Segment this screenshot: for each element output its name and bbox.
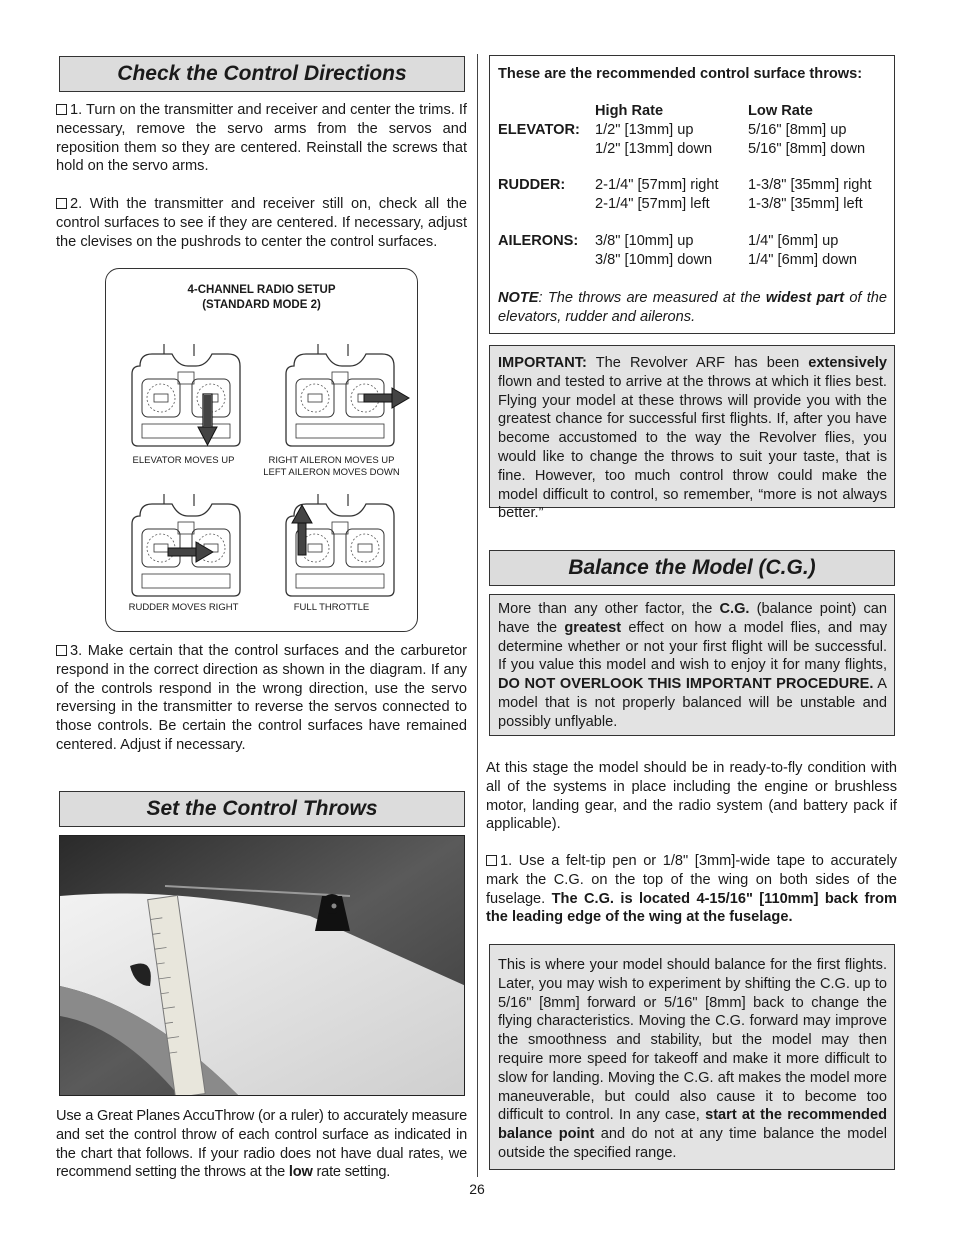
throttle-label: FULL THROTTLE (293, 602, 370, 613)
aileron-label-2: LEFT AILERON MOVES DOWN (263, 467, 400, 478)
throws-note (498, 289, 887, 327)
cg-bold-2: greatest (564, 619, 622, 636)
cg-text-3: effect on how a model flies, and may determine whether or not your first flight will be successful. If you value this model and wish to enjoy it for many flights, (498, 619, 887, 674)
important-box (489, 345, 895, 522)
checkbox-icon (486, 855, 497, 866)
note-text-end: of the elevators, rudder and ailerons. (498, 290, 888, 325)
table-row (498, 121, 872, 140)
row-label: RUDDER: (498, 177, 566, 194)
table-row (498, 140, 872, 159)
row-label: ELEVATOR: (498, 121, 580, 138)
cell: 2-1/4" [57mm] left (595, 196, 710, 213)
balance-range-paragraph (498, 956, 887, 1163)
balance-range-text: This is where your model should balance for the first flights. Later, you may wish to experiment by shifting the C.G. up to 5/16" [8mm] forward or 5/16" [8mm] back to change the flying characteristics. Moving the C.G. forward may improve the smoothness and stability, but the model may then require more speed for takeoff and make it more difficult to slow for landing. Moving the C.G. aft makes the model more maneuverable, but could also cause it to become too difficult to control. In any case, (498, 957, 887, 1124)
balance-range-bold: start at the recommended balance point (498, 1107, 887, 1143)
cell: 5/16" [8mm] up (748, 121, 847, 138)
control-throws-heading: Set the Control Throws (59, 791, 465, 827)
accuthrow-photo (59, 835, 465, 1096)
table-row (498, 232, 872, 251)
cell: 3/8" [10mm] up (595, 232, 694, 249)
throws-text-bold: low (288, 1164, 313, 1181)
cell: 1/4" [6mm] up (748, 232, 839, 249)
row-label: AILERONS: (498, 232, 579, 249)
cell: 1-3/8" [35mm] right (748, 177, 872, 194)
balance-model-heading: Balance the Model (C.G.) (489, 550, 895, 586)
cell: 2-1/4" [57mm] right (595, 177, 719, 194)
cell: 3/8" [10mm] down (595, 251, 713, 268)
radio-setup-diagram (105, 268, 418, 632)
checkbox-icon (56, 645, 67, 656)
throws-table-box (489, 55, 895, 334)
table-row (498, 195, 872, 214)
throws-text: Use a Great Planes AccuThrow (or a ruler) to accurately measure and set the control throw of each control surface as indicated in the chart that follows. If your radio does not have dual rates, we recommend setting the throws at the (56, 1108, 467, 1181)
aileron-label-1: RIGHT AILERON MOVES UP (268, 455, 395, 466)
cg-text-2: (balance point) can have the (498, 601, 887, 636)
elevator-label: ELEVATOR MOVES UP (132, 455, 235, 466)
cell: 1/2" [13mm] up (595, 121, 694, 138)
diagram-subtitle: (STANDARD MODE 2) (202, 299, 321, 311)
cg-paragraph (498, 600, 887, 732)
note-label: NOTE (498, 290, 539, 306)
high-rate-header: High Rate (595, 103, 664, 119)
cg-bold-1: C.G. (719, 601, 750, 617)
step-3-text: 3. Make certain that the control surfaces and the carburetor respond in the correct direction as shown in the diagram. If any of the controls respond in the wrong direction, use the servo reversing in the transmitter to reverse the servos connected to those controls. Be certain the control surfaces have remained centered. Adjust if necessary. (56, 643, 467, 753)
throws-table-heading: These are the recommended control surface throws: (498, 66, 863, 82)
page-number: 26 (469, 1181, 485, 1197)
step-2-text: 2. With the transmitter and receiver still on, check all the control surfaces to see if they are centered. If necessary, adjust the clevises on the pushrods to center the control surfaces. (56, 196, 467, 250)
cg-bold-3: DO NOT OVERLOOK THIS IMPORTANT PROCEDURE. (498, 676, 874, 693)
check-directions-heading: Check the Control Directions (59, 56, 465, 92)
ready-to-fly-paragraph: At this stage the model should be in ready-to-fly condition with all of the systems in place including the engine or brushless motor, landing gear, and the radio system (and battery pack if applicable). (486, 760, 897, 833)
note-text-bold: widest part (765, 290, 845, 306)
step-1-text: 1. Turn on the transmitter and receiver and center the trims. If necessary, remove the servo arms from the servos and reposition them so they are centered. Reinstall the screws that hold on the servo arms. (56, 102, 467, 175)
mark-cg-text: 1. Use a felt-tip pen or 1/8" [3mm]-wide tape to accurately mark the C.G. on the top of the wing on both sides of the fuselage. (486, 853, 897, 907)
step-2-paragraph (56, 195, 467, 251)
column-divider (477, 54, 478, 1177)
cell: 1-3/8" [35mm] left (748, 196, 863, 213)
transmitters-illustration (106, 269, 419, 633)
important-paragraph (498, 354, 887, 523)
cg-text-4: A model that is not properly balanced will be unstable and possibly unflyable. (498, 676, 887, 730)
important-text-bold: extensively (808, 355, 887, 371)
table-row (498, 176, 872, 195)
cell: 1/4" [6mm] down (748, 251, 858, 268)
table-row (498, 251, 872, 270)
cg-box (489, 594, 895, 736)
checkbox-icon (56, 198, 67, 209)
throws-paragraph (56, 1107, 467, 1182)
rudder-label: RUDDER MOVES RIGHT (128, 602, 239, 613)
diagram-title: 4-CHANNEL RADIO SETUP (187, 284, 336, 296)
throws-table (498, 102, 872, 270)
important-label: IMPORTANT: (498, 355, 587, 371)
important-text-end: flown and tested to arrive at the throws at which it flies best. Flying your model at these throws will provide you with the greatest chance for successful first flights. If, after you have become accustomed to the way the Revolver flies, you would like to change the throws to suit your taste, that is fine. However, too much control throw could make the model difficult to control, so remember, “more is not always better.” (498, 373, 887, 522)
cell: 5/16" [8mm] down (748, 140, 866, 157)
important-text: The Revolver ARF has been (586, 355, 809, 371)
wing-photo-illustration (60, 836, 465, 1096)
balance-range-box (489, 944, 895, 1170)
cell: 1/2" [13mm] down (595, 140, 713, 157)
step-1-paragraph (56, 101, 467, 176)
cg-text: More than any other factor, the (498, 601, 720, 617)
low-rate-header: Low Rate (748, 103, 813, 119)
balance-range-text-end: and do not at any time balance the model outside the specified range. (498, 1126, 888, 1161)
throws-text-end: rate setting. (312, 1164, 391, 1181)
mark-cg-paragraph (486, 852, 897, 927)
checkbox-icon (56, 104, 67, 115)
mark-cg-bold: The C.G. is located 4-15/16" [110mm] back from the leading edge of the wing at the fuselage. (486, 890, 897, 926)
note-text: : The throws are measured at the (538, 290, 766, 306)
step-3-paragraph (56, 642, 467, 755)
